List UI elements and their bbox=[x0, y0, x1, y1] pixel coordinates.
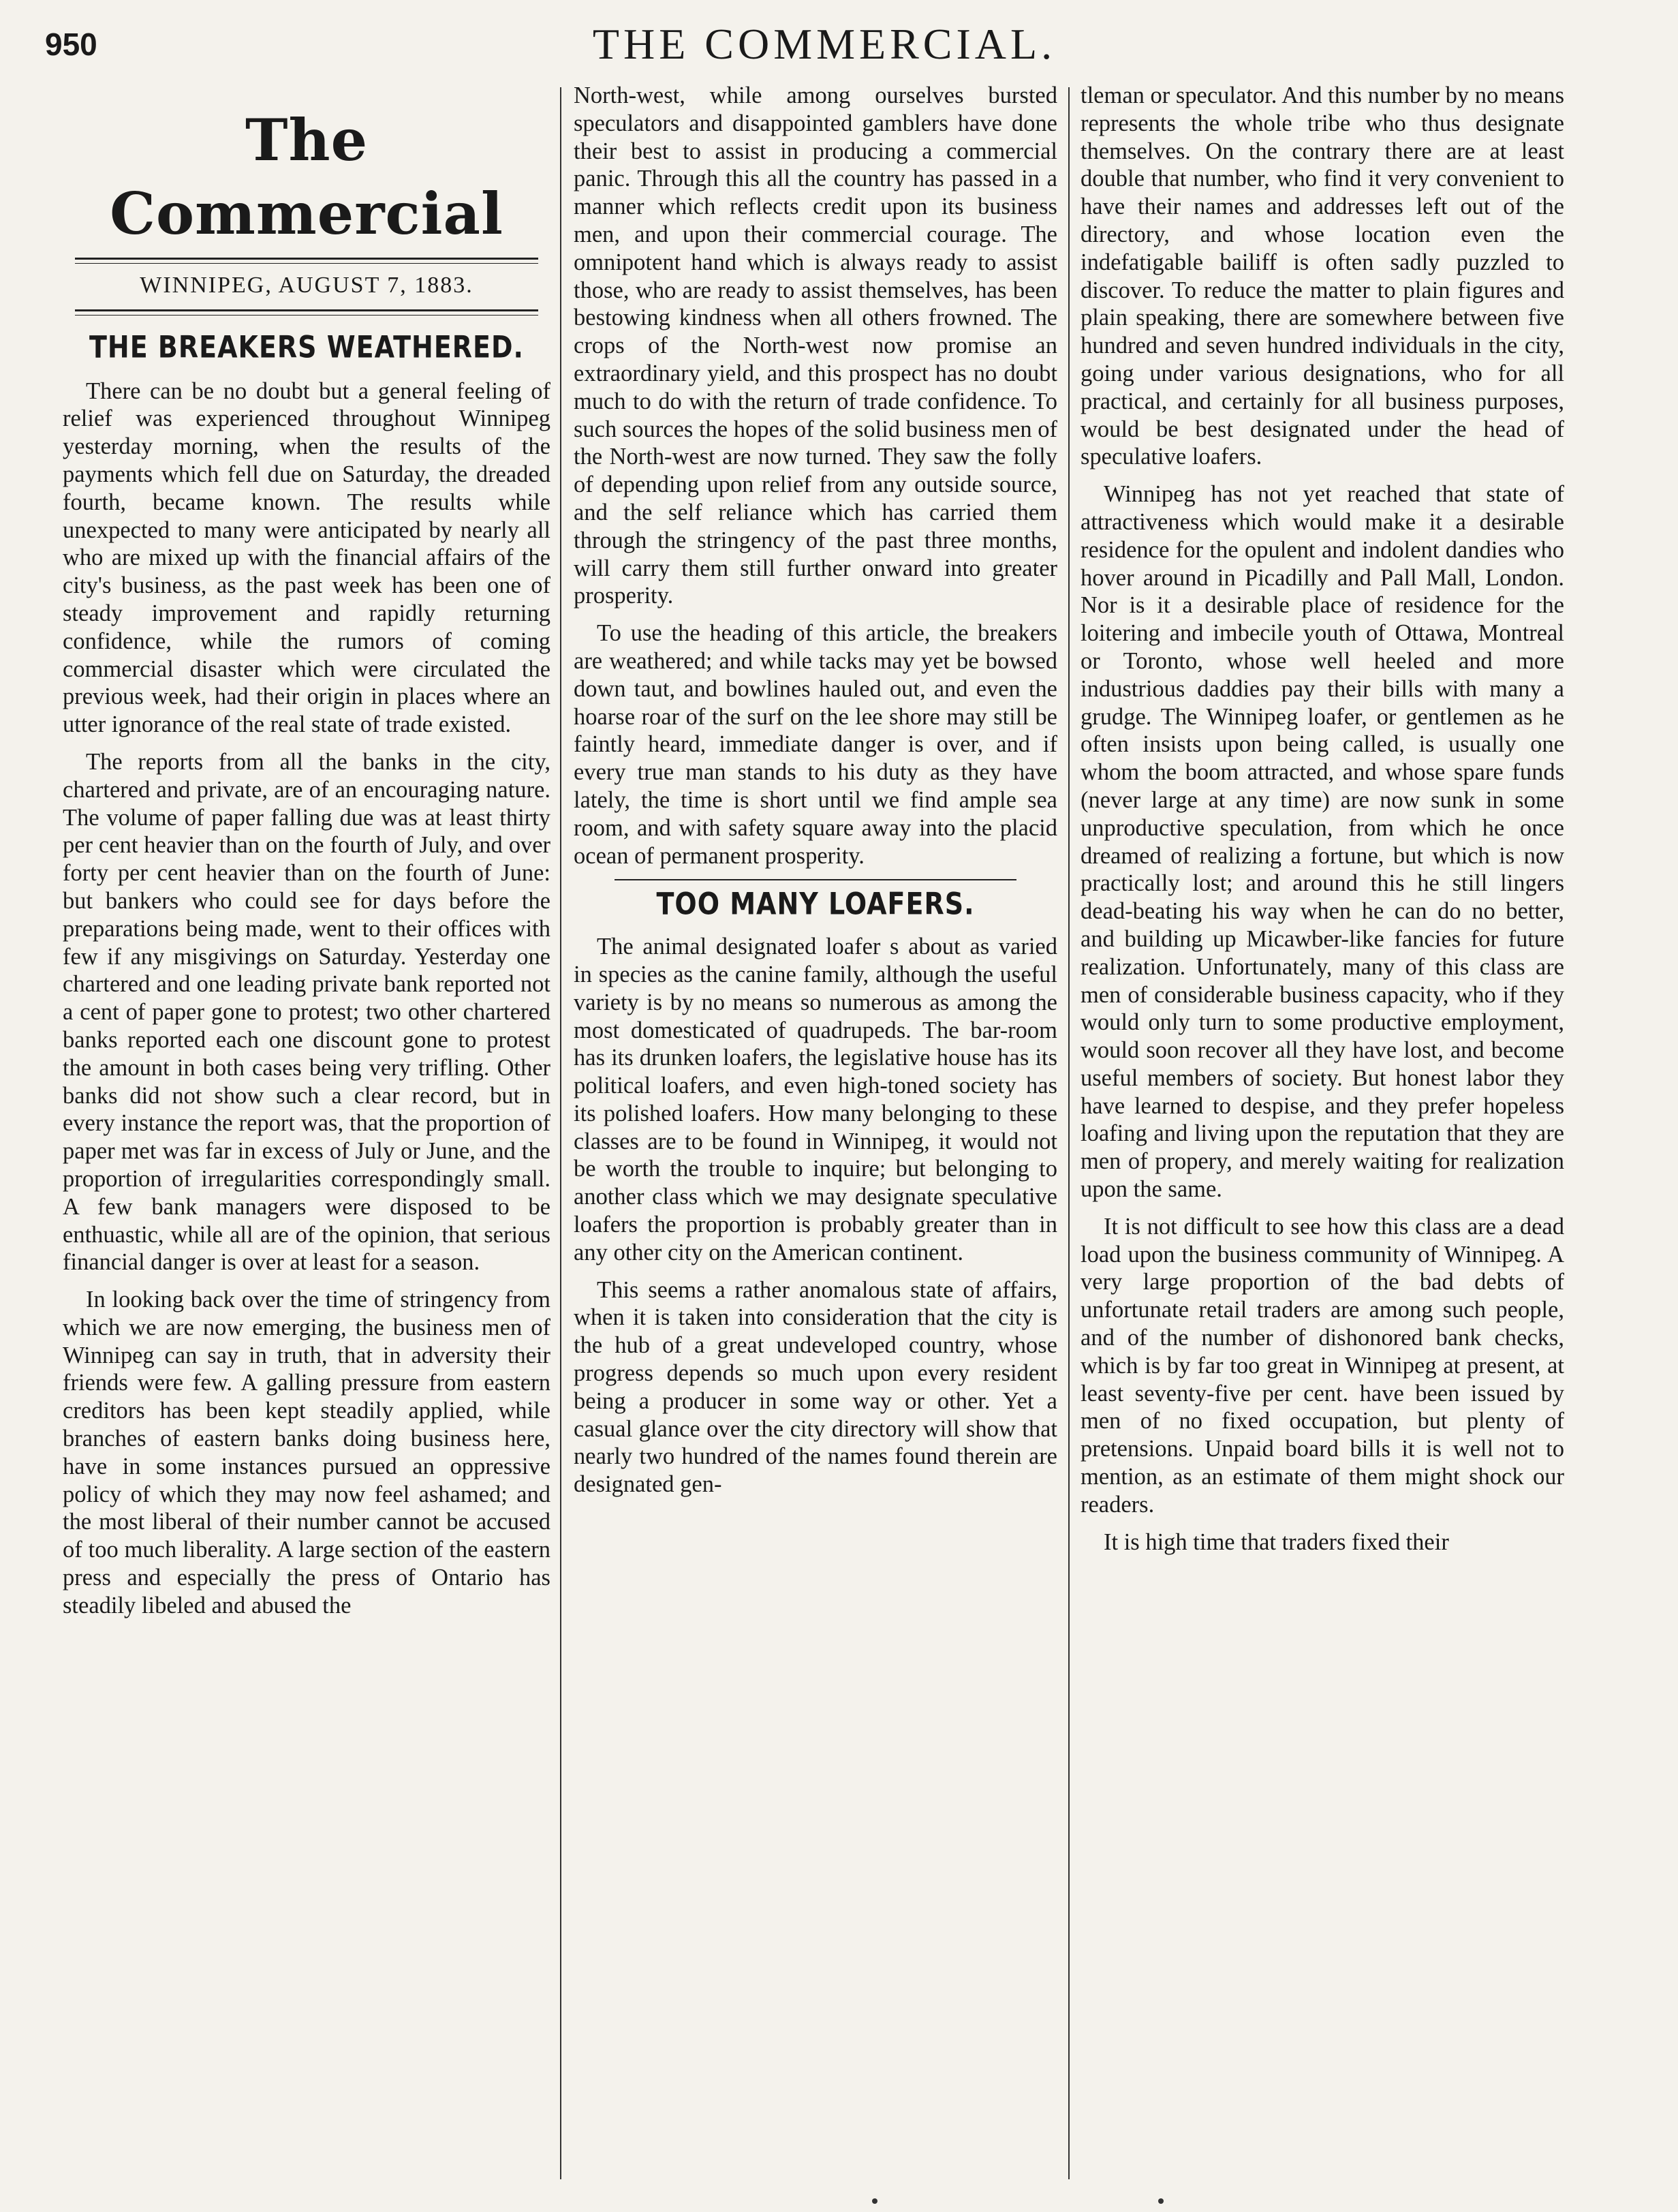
running-title: THE COMMERCIAL. bbox=[592, 20, 1057, 68]
article-headline: TOO MANY LOAFERS. bbox=[656, 886, 975, 922]
column-3 bbox=[1081, 82, 1564, 2181]
article-paragraph: In looking back over the time of stringency from which we are now emerging, the business men of Winnipeg can say in truth, that in adversity their friends were few. A galling pressure from eastern creditors has been kept steadily applied, while branches of eastern banks doing business here, have in some instances pursued an oppressive policy of which they may now feel ashamed; and the most liberal of their number cannot be accused of too much liberality. A large section of the eastern press and especially the press of Ontario has steadily libeled and abused the bbox=[63, 1287, 550, 1618]
page-header bbox=[41, 14, 1608, 82]
print-speck bbox=[1158, 2198, 1164, 2204]
article-paragraph: tleman or speculator. And this number by no means represents the whole tribe who thus designate themselves. On the contrary there are at least double that number, who find it very convenient to have their names and addresses left out of the directory, and whose location even the indefatigable bailiff is often sadly puzzled to discover. To reduce the matter to plain figures and plain speaking, there are somewhere between five hundred and seven hundred individuals in the city, going under various designations, who for all practical, and certainly for all business purposes, would be best designated under the head of speculative loafers. bbox=[1081, 82, 1564, 470]
article-headline: THE BREAKERS WEATHERED. bbox=[89, 328, 524, 365]
article-paragraph: This seems a rather anomalous state of affairs, when it is taken into consideration that the city is the hub of a great undeveloped country, whose progress depends so much upon every resident being a producer in some way or other. Yet a casual glance over the city directory will show that nearly two hundred of the names found therein are designated gen- bbox=[574, 1276, 1057, 1498]
column-2 bbox=[574, 82, 1057, 2181]
column-rule bbox=[560, 87, 561, 2179]
page-number: 950 bbox=[45, 27, 97, 62]
article-paragraph: It is high time that traders fixed their bbox=[1104, 1529, 1449, 1555]
print-speck bbox=[872, 2198, 877, 2204]
column-1 bbox=[63, 82, 550, 2181]
article-divider bbox=[615, 879, 1016, 880]
dateline-rule bbox=[75, 309, 538, 316]
article-paragraph: The animal designated loafer s about as varied in species as the canine family, although the useful variety is by no means so numerous as among the most domesticated of quadrupeds. The bar-room has its drunken loafers, the legislative house has its political loafers, and even high-toned society has its polished loafers. How many belonging to these classes are to be found in Winnipeg, it would not be worth the trouble to inquire; but belonging to another class which we may designate speculative loafers the proportion is probably greater than in any other city on the American continent. bbox=[574, 934, 1057, 1265]
article-paragraph: The reports from all the banks in the city, chartered and private, are of an encouraging nature. The volume of paper falling due was at least thirty per cent heavier than on the fourth of July, and over forty per cent heavier than on the fourth of June: but bankers who could see for days before the preparations being made, went to their offices with few if any misgivings on Saturday. Yesterday one chartered and one leading private bank reported not a cent of paper gone to protest; two other chartered banks reported each one discount gone to protest the amount in both cases being very trifling. Other banks did not show such a clear record, but in every instance the report was, that the proportion of paper met was far in excess of July or June, and the proportion of irregularities correspondingly small. A few bank managers were disposed to be enthuastic, while all are of the opinion, that serious financial danger is over at least for a season. bbox=[63, 748, 550, 1276]
article-paragraph: North-west, while among ourselves bursted speculators and disappointed gamblers have done their best to assist in producing a commercial panic. Through this all the country has passed in a manner which reflects credit upon its business men, and upon their commercial courage. The omnipotent hand which is always ready to assist those, who are ready to assist themselves, has been bestowing kindness when all others frowned. The crops of the North-west now promise an extraordinary yield, and this prospect has no doubt much to do with the return of trade confidence. To such sources the hopes of the solid business men of the North-west are now turned. They saw the folly of depending upon relief from any outside source, and the self reliance which has carried them through the stringency of the past three months, will carry them still further onward into greater prosperity. bbox=[574, 82, 1057, 609]
article-paragraph: It is not difficult to see how this class are a dead load upon the business community of Winnipeg. A very large proportion of the bad debts of unfortunate retail traders are among such people, and of the number of dishonored bank checks, which is by far too great in Winnipeg at present, at least seventy-five per cent. have been issued by men of no fixed occupation, but plenty of pretensions. Unpaid board bills it is well not to mention, as an estimate of them might shock our readers. bbox=[1081, 1213, 1564, 1518]
dateline: WINNIPEG, AUGUST 7, 1883. bbox=[140, 273, 473, 298]
article-paragraph: There can be no doubt but a general feeling of relief was experienced throughout Winnipeg yesterday morning, when the results of the payments which fell due on Saturday, the dreaded fourth, became known. The results while unexpected to many were anticipated by nearly all who are mixed up with the financial affairs of the city's business, as the past week has been one of steady improvement and rapidly returning confidence, while the rumors of coming commercial disaster which were circulated the previous week, had their origin in places where an utter ignorance of the real state of trade existed. bbox=[63, 378, 550, 738]
masthead-title: The Commercial bbox=[110, 106, 503, 247]
masthead-rule bbox=[75, 258, 538, 264]
article-paragraph: Winnipeg has not yet reached that state of attractiveness which would make it a desirable residence for the opulent and indolent dandies who hover around in Picadilly and Pall Mall, London. Nor is it a desirable place of residence for the loitering and imbecile youth of Ottawa, Montreal or Toronto, whose well heeled and more industrious daddies pay their bills with many a grudge. The Winnipeg loafer, or gentlemen as he often insists upon being called, is usually one whom the boom attracted, and whose spare funds (never large at any time) are now sunk in some unproductive speculation, from which he once dreamed of realizing a fortune, but which is now practically lost; and around this he still lingers dead-beating his way when he can do no better, and building up Micawber-like fancies for future realization. Unfortunately, many of this class are men of considerable business capacity, who if they would only turn to some productive employment, would soon recover all they have lost, and become useful members of society. But honest labor they have learned to despise, and they prefer hopeless loafing and living upon the reputation that they are men of propery, and merely waiting for realization upon the same. bbox=[1081, 481, 1564, 1203]
column-rule bbox=[1068, 87, 1070, 2179]
article-paragraph: To use the heading of this article, the breakers are weathered; and while tacks may yet be bowsed down taut, and bowlines hauled out, and even the hoarse roar of the surf on the lee shore may still be faintly heard, immediate danger is over, and if every true man stands to his duty as they have lately, the time is short until we find ample sea room, and with safety square away into the placid ocean of permanent prosperity. bbox=[574, 620, 1057, 869]
